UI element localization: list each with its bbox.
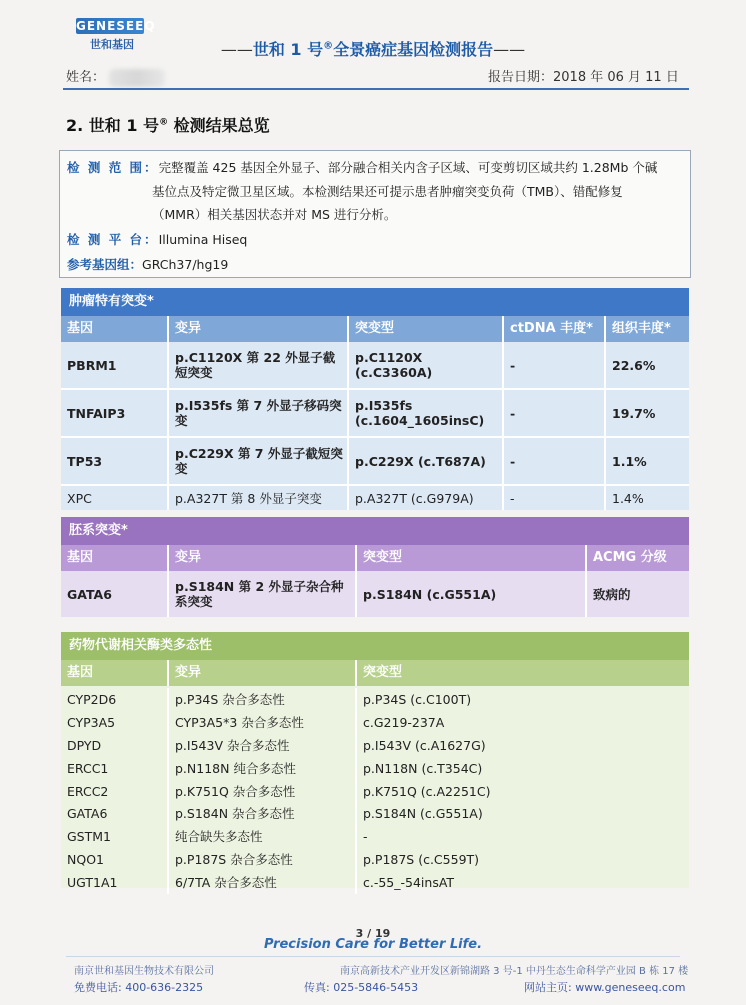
variant-cell: CYP3A5*3 杂合多态性 [169,711,357,734]
reference-value: GRCh37/hg19 [142,257,229,272]
reference-line [67,257,228,273]
acmg-cell: 致病的 [593,586,631,602]
col-gene: 基因 [61,660,169,686]
gene-cell: TP53 [61,438,169,484]
variant-cell: p.N118N 纯合多态性 [169,757,357,780]
ctdna-cell: - [504,342,606,388]
mutation-cell: p.I535fs (c.1604_1605insC) [349,390,504,436]
variant-cell: p.S184N 第 2 外显子杂合种系突变 [169,571,357,617]
scope-line-1 [67,160,657,176]
col-variant: 变异 [169,660,357,686]
mutation-cell: p.P187S (c.C559T) [363,852,480,868]
mutation-cell: p.S184N (c.G551A) [363,806,483,822]
table-row [61,711,689,734]
mutation-cell: p.P34S (c.C100T) [363,691,472,707]
scope-text-2: 基位点及特定微卫星区域。本检测结果还可提示患者肿瘤突变负荷（TMB）、错配修复 [152,184,623,199]
tissue-cell: 19.7% [612,405,656,421]
variant-cell: p.C229X 第 7 外显子截短突变 [169,438,349,484]
reference-label: 参考基因组： [67,257,143,272]
ctdna-cell: - [504,486,606,510]
mutation-cell: c.G219-237A [363,714,445,730]
gene-cell: CYP2D6 [61,688,169,711]
platform-label: 检 测 平 台： [67,232,159,247]
tissue-cell: 1.4% [612,490,644,506]
gene-cell: CYP3A5 [61,711,169,734]
table-row [61,802,689,825]
variant-cell: p.I535fs 第 7 外显子移码突变 [169,390,349,436]
table-row [61,438,689,486]
col-ctdna: ctDNA 丰度* [504,316,606,342]
mutation-cell: p.S184N (c.G551A) [357,571,587,617]
table-row [61,757,689,780]
test-info-box [59,150,691,278]
table-row [61,342,689,390]
patient-label: 姓名： [66,70,106,85]
col-mutation: 突变型 [363,665,403,680]
col-gene: 基因 [61,545,169,571]
col-acmg: ACMG 分级 [593,550,667,565]
report-title [0,37,746,60]
mutation-cell: p.I543V (c.A1627G) [363,737,486,753]
table-row [61,825,689,848]
variant-cell: p.P187S 杂合多态性 [169,848,357,871]
footer-divider [66,956,680,957]
tissue-cell: 1.1% [612,453,647,469]
variant-cell: p.A327T 第 8 外显子突变 [169,486,349,510]
col-tissue: 组织丰度* [612,321,671,336]
col-mutation: 突变型 [349,316,504,342]
toll-free-phone: 免费电话: 400-636-2325 [74,981,204,994]
mutation-cell: p.C229X (c.T687A) [349,438,504,484]
mutation-cell: p.A327T (c.G979A) [349,486,504,510]
table-row [61,871,689,894]
germline-mutations-table [61,517,689,617]
platform-line [67,232,247,248]
variant-cell: p.P34S 杂合多态性 [169,688,357,711]
section-title-reg: ® [159,117,169,128]
title-dash-right: —— [493,40,526,59]
table-row [61,848,689,871]
gene-cell: GATA6 [61,571,169,617]
title-reg: ® [323,40,334,52]
redacted-name [109,69,165,87]
variant-cell: 纯合缺失多态性 [169,825,357,848]
mutation-cell: - [363,829,368,845]
table-row [61,734,689,757]
title-brand: 世和 1 号 [252,40,324,59]
table-row [61,390,689,438]
variant-cell: p.C1120X 第 22 外显子截短突变 [169,342,349,388]
variant-cell: p.K751Q 杂合多态性 [169,780,357,803]
tagline: Precision Care for Better Life. [263,937,483,952]
germline-table-header [61,545,689,571]
scope-text-1: 完整覆盖 425 基因全外显子、部分融合相关内含子区域、可变剪切区域共约 1.28Mb 个碱 [158,160,658,175]
variant-cell: p.I543V 杂合多态性 [169,734,357,757]
col-gene: 基因 [61,316,169,342]
section-title-rest: 检测结果总览 [168,116,270,135]
gene-cell: GSTM1 [61,825,169,848]
variant-cell: 6/7TA 杂合多态性 [169,871,357,894]
website: 网站主页: www.geneseeq.com [524,981,686,994]
gene-cell: UGT1A1 [61,871,169,894]
tissue-cell: 22.6% [612,357,656,373]
tumor-table-title: 肿瘤特有突变* [61,288,689,316]
mutation-cell: p.C1120X (c.C3360A) [349,342,504,388]
gene-cell: XPC [61,486,169,510]
pharma-table-header [61,660,689,686]
header-divider [63,88,689,90]
logo-subtitle: 世和基因 [90,38,134,51]
mutation-cell: c.-55_-54insAT [363,875,455,891]
tumor-mutations-table [61,288,689,510]
col-variant: 变异 [169,316,349,342]
company-address: 南京高新技术产业开发区新锦湖路 3 号-1 中丹生态生命科学产业园 B 栋 17 楼 [340,966,689,977]
report-date: 报告日期：2018 年 06 月 11 日 [488,70,679,85]
page-number: 3 / 19 [355,927,391,940]
pharma-table-body [61,686,689,891]
gene-cell: ERCC1 [61,757,169,780]
germline-table-title: 胚系突变* [61,517,689,545]
table-row [61,688,689,711]
logo-wordmark: GENESEEQ [76,19,156,33]
gene-cell: TNFAIP3 [61,390,169,436]
gene-cell: PBRM1 [61,342,169,388]
table-row [61,571,689,617]
mutation-cell: p.N118N (c.T354C) [363,760,483,776]
tumor-table-header [61,316,689,342]
company-name: 南京世和基因生物技术有限公司 [74,966,214,977]
patient-name [66,66,165,87]
fax-number: 传真: 025-5846-5453 [304,981,419,994]
ctdna-cell: - [504,438,606,484]
scope-label: 检 测 范 围： [67,160,159,175]
title-dash-left: —— [220,40,253,59]
title-rest: 全景癌症基因检测报告 [333,40,494,59]
col-mutation: 突变型 [357,545,587,571]
table-row [61,486,689,510]
gene-cell: DPYD [61,734,169,757]
drug-metabolism-table [61,632,689,891]
gene-cell: NQO1 [61,848,169,871]
platform-value: Illumina Hiseq [158,232,248,247]
section-title [66,113,270,136]
gene-cell: ERCC2 [61,780,169,803]
gene-cell: GATA6 [61,802,169,825]
scope-text-3: （MMR）相关基因状态并对 MS 进行分析。 [152,207,397,222]
mutation-cell: p.K751Q (c.A2251C) [363,783,491,799]
table-row [61,780,689,803]
ctdna-cell: - [504,390,606,436]
pharma-table-title: 药物代谢相关酶类多态性 [61,632,689,660]
variant-cell: p.S184N 杂合多态性 [169,802,357,825]
section-title-main: 2. 世和 1 号 [66,116,160,135]
col-variant: 变异 [169,545,357,571]
